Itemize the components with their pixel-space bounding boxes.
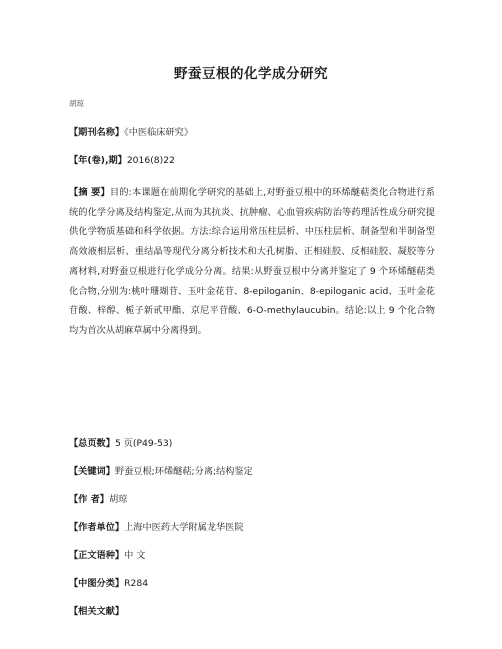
year-issue-value: 2016(8)22 (126, 155, 175, 166)
year-issue-label: 【年(卷),期】 (69, 155, 127, 166)
clc-field (69, 574, 435, 594)
year-issue-field (69, 151, 435, 171)
pages-value: 5 页(P49-53) (114, 438, 173, 449)
document-title: 野蚕豆根的化学成分研究 (174, 66, 328, 82)
language-field (69, 546, 435, 566)
journal-value: 《中医临床研究》 (124, 127, 194, 138)
language-label: 【正文语种】 (69, 550, 125, 561)
pages-label: 【总页数】 (69, 438, 115, 449)
affiliation-value: 上海中医药大学附属龙华医院 (124, 522, 244, 533)
author-label: 【作 者】 (69, 494, 109, 505)
abstract-label: 【摘 要】 (69, 187, 110, 198)
journal-label: 【期刊名称】 (69, 127, 125, 138)
keywords-label: 【关键词】 (69, 466, 115, 477)
journal-field (69, 123, 435, 143)
abstract-field (69, 183, 435, 341)
pages-field (69, 434, 435, 454)
keywords-value: 野蚕豆根;环烯醚萜;分离;结构鉴定 (114, 466, 253, 477)
affiliation-label: 【作者单位】 (69, 522, 125, 533)
language-value: 中 文 (124, 550, 146, 561)
keywords-field (69, 462, 435, 482)
author-field (69, 490, 435, 510)
abstract-value: 目的:本课题在前期化学研究的基础上,对野蚕豆根中的环烯醚萜类化合物进行系统的化学分离及结构鉴定,从而为其抗炎、抗肿瘤、心血管疾病防治等药理活性成分研究提供化学物质基础和科学依据。方法:综合运用常压柱层析、中压柱层析、制备型和半制备型高效液相层析、重结晶等现代分离分析技术和大孔树脂、正相硅胶、反相硅胶、凝胶等分离材料,对野蚕豆根进行化学成分分离。结果:从野蚕豆根中分离并鉴定了 9 个环烯醚萜类化合物,分别为:桃叶珊瑚苷、玉叶金花苷、8-epiloganin、8-epiloganic acid、玉叶金花苷酸、梓醇、栀子新甙甲酯、京尼平苷酸、6-O-methylaucubin。结论:以上 9 个化合物均为首次从胡麻草属中分离得到。 (69, 187, 435, 336)
related-label: 【相关文献】 (69, 606, 125, 617)
clc-value: R284 (124, 578, 149, 589)
author-value: 胡琼 (108, 494, 128, 505)
author-line: 胡琼 (69, 99, 84, 108)
clc-label: 【中图分类】 (69, 578, 125, 589)
affiliation-field (69, 518, 435, 538)
related-field (69, 602, 435, 622)
